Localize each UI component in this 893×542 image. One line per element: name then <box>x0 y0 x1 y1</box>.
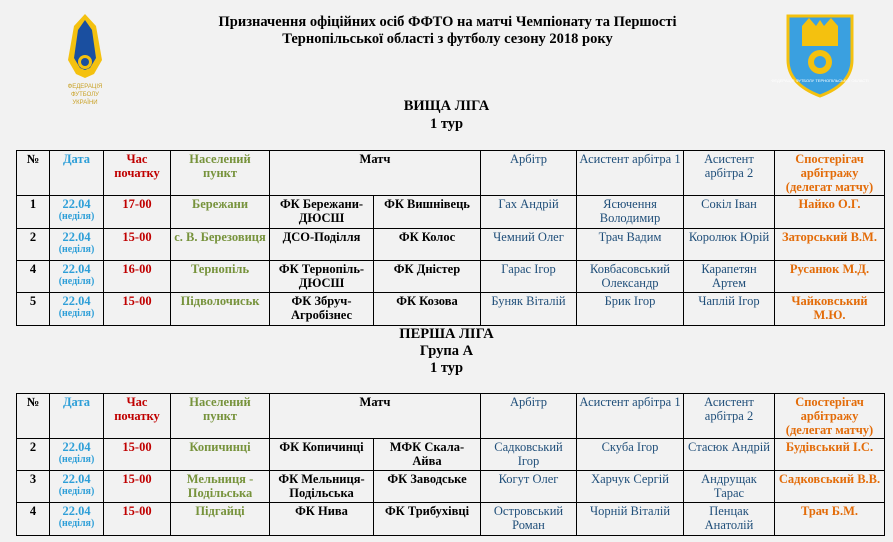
row-away-team: ФК Козова <box>374 293 481 326</box>
col-num: № <box>17 151 50 196</box>
row-time: 15-00 <box>104 439 171 471</box>
row-place: Підволочиськ <box>171 293 270 326</box>
table-header-row <box>17 394 885 439</box>
col-assistant1: Асистент арбітра 1 <box>577 394 684 439</box>
title-line-1: Призначення офіційних осіб ФФТО на матчі Чемпіонату та Першості <box>218 14 677 30</box>
row-assistant1: Скуба Ігор <box>577 439 684 471</box>
row-away-team: ФК Заводське <box>374 471 481 503</box>
table-row <box>17 261 885 293</box>
row-observer: Трач Б.М. <box>775 503 885 536</box>
row-time: 17-00 <box>104 196 171 229</box>
col-assistant2: Асистент арбітра 2 <box>684 151 775 196</box>
row-place: Мельниця - Подільська <box>171 471 270 503</box>
row-num: 4 <box>17 503 50 536</box>
col-match: Матч <box>270 394 481 439</box>
ffto-logo-icon <box>771 12 869 98</box>
title-line-2: Тернопільської області з футболу сезону 2018 року <box>282 31 613 47</box>
row-observer: Садковський В.В. <box>775 471 885 503</box>
row-assistant1: Трач Вадим <box>577 229 684 261</box>
table-row <box>17 439 885 471</box>
row-home-team: ФК Копичинці <box>270 439 374 471</box>
row-time: 15-00 <box>104 293 171 326</box>
row-assistant2: Андрущак Тарас <box>684 471 775 503</box>
col-place: Населений пункт <box>171 151 270 196</box>
row-home-team: ФК Бережани-ДЮСШ <box>270 196 374 229</box>
league1-round: 1 тур <box>429 116 464 132</box>
col-place: Населений пункт <box>171 394 270 439</box>
row-num: 3 <box>17 471 50 503</box>
row-num: 2 <box>17 229 50 261</box>
header <box>0 0 893 110</box>
row-away-team: ФК Колос <box>374 229 481 261</box>
svg-text:УКРАЇНИ: УКРАЇНИ <box>72 100 98 106</box>
row-away-team: МФК Скала-Айва <box>374 439 481 471</box>
row-time: 15-00 <box>104 471 171 503</box>
table-header-row <box>17 151 885 196</box>
row-place: Копичинці <box>171 439 270 471</box>
row-assistant2: Королюк Юрій <box>684 229 775 261</box>
row-assistant2: Пенцак Анатолій <box>684 503 775 536</box>
row-assistant2: Чаплій Ігор <box>684 293 775 326</box>
row-home-team: ФК Нива <box>270 503 374 536</box>
row-place: Тернопіль <box>171 261 270 293</box>
table-row <box>17 503 885 536</box>
svg-text:ФЕДЕРАЦІЯ ФУТБОЛУ ТЕРНОПІЛЬСЬК: ФЕДЕРАЦІЯ ФУТБОЛУ ТЕРНОПІЛЬСЬКОЇ ОБЛАСТІ <box>771 78 869 83</box>
col-date: Дата <box>50 151 104 196</box>
col-date: Дата <box>50 394 104 439</box>
row-referee: Садковський Ігор <box>481 439 577 471</box>
table-row <box>17 196 885 229</box>
league1-title: ВИЩА ЛІГА <box>403 98 490 114</box>
row-referee: Буняк Віталій <box>481 293 577 326</box>
row-assistant1: Ковбасовський Олександр <box>577 261 684 293</box>
row-assistant2: Сокіл Іван <box>684 196 775 229</box>
row-away-team: ФК Дністер <box>374 261 481 293</box>
league2-group: Група А <box>419 343 474 359</box>
league1-table <box>16 150 885 326</box>
row-away-team: ФК Трибухівці <box>374 503 481 536</box>
row-num: 1 <box>17 196 50 229</box>
league2-round: 1 тур <box>429 360 464 376</box>
row-place: Підгайці <box>171 503 270 536</box>
row-time: 16-00 <box>104 261 171 293</box>
col-observer: Спостерігач арбітражу (делегат матчу) <box>775 394 885 439</box>
col-assistant1: Асистент арбітра 1 <box>577 151 684 196</box>
row-assistant1: Харчук Сергій <box>577 471 684 503</box>
ffu-logo-icon <box>58 12 112 110</box>
col-time: Час початку <box>104 394 171 439</box>
row-referee: Гах Андрій <box>481 196 577 229</box>
row-observer: Найко О.Г. <box>775 196 885 229</box>
col-referee: Арбітр <box>481 151 577 196</box>
row-home-team: ФК Тернопіль-ДЮСШ <box>270 261 374 293</box>
row-date: 22.04 (неділя) <box>50 229 104 261</box>
row-observer: Заторський В.М. <box>775 229 885 261</box>
row-assistant2: Карапетян Артем <box>684 261 775 293</box>
row-assistant1: Брик Ігор <box>577 293 684 326</box>
svg-text:ФЕДЕРАЦІЯ: ФЕДЕРАЦІЯ <box>67 84 103 90</box>
col-observer: Спостерігач арбітражу (делегат матчу) <box>775 151 885 196</box>
svg-text:ФУТБОЛУ: ФУТБОЛУ <box>71 92 99 98</box>
row-home-team: ФК Мельниця-Подільська <box>270 471 374 503</box>
league2-table <box>16 393 885 536</box>
row-place: с. В. Березовиця <box>171 229 270 261</box>
row-observer: Русанюк М.Д. <box>775 261 885 293</box>
row-away-team: ФК Вишнівець <box>374 196 481 229</box>
row-date: 22.04 (неділя) <box>50 261 104 293</box>
row-num: 4 <box>17 261 50 293</box>
row-referee: Островський Роман <box>481 503 577 536</box>
table-row <box>17 293 885 326</box>
league2-title: ПЕРША ЛІГА <box>399 326 494 342</box>
row-observer: Будівський І.С. <box>775 439 885 471</box>
page-title <box>150 14 745 48</box>
col-time: Час початку <box>104 151 171 196</box>
row-referee: Чемний Олег <box>481 229 577 261</box>
row-assistant1: Ясючення Володимир <box>577 196 684 229</box>
row-place: Бережани <box>171 196 270 229</box>
row-num: 5 <box>17 293 50 326</box>
row-home-team: ДСО-Поділля <box>270 229 374 261</box>
row-date: 22.04 (неділя) <box>50 471 104 503</box>
row-observer: Чайковський М.Ю. <box>775 293 885 326</box>
col-match: Матч <box>270 151 481 196</box>
row-date: 22.04 (неділя) <box>50 293 104 326</box>
row-date: 22.04 (неділя) <box>50 439 104 471</box>
row-num: 2 <box>17 439 50 471</box>
table-row <box>17 229 885 261</box>
row-home-team: ФК Збруч-Агробізнес <box>270 293 374 326</box>
row-referee: Когут Олег <box>481 471 577 503</box>
row-date: 22.04 (неділя) <box>50 503 104 536</box>
table-row <box>17 471 885 503</box>
row-assistant2: Стасюк Андрій <box>684 439 775 471</box>
col-referee: Арбітр <box>481 394 577 439</box>
col-assistant2: Асистент арбітра 2 <box>684 394 775 439</box>
row-time: 15-00 <box>104 503 171 536</box>
row-date: 22.04 (неділя) <box>50 196 104 229</box>
row-referee: Гарас Ігор <box>481 261 577 293</box>
row-time: 15-00 <box>104 229 171 261</box>
row-assistant1: Чорній Віталій <box>577 503 684 536</box>
col-num: № <box>17 394 50 439</box>
